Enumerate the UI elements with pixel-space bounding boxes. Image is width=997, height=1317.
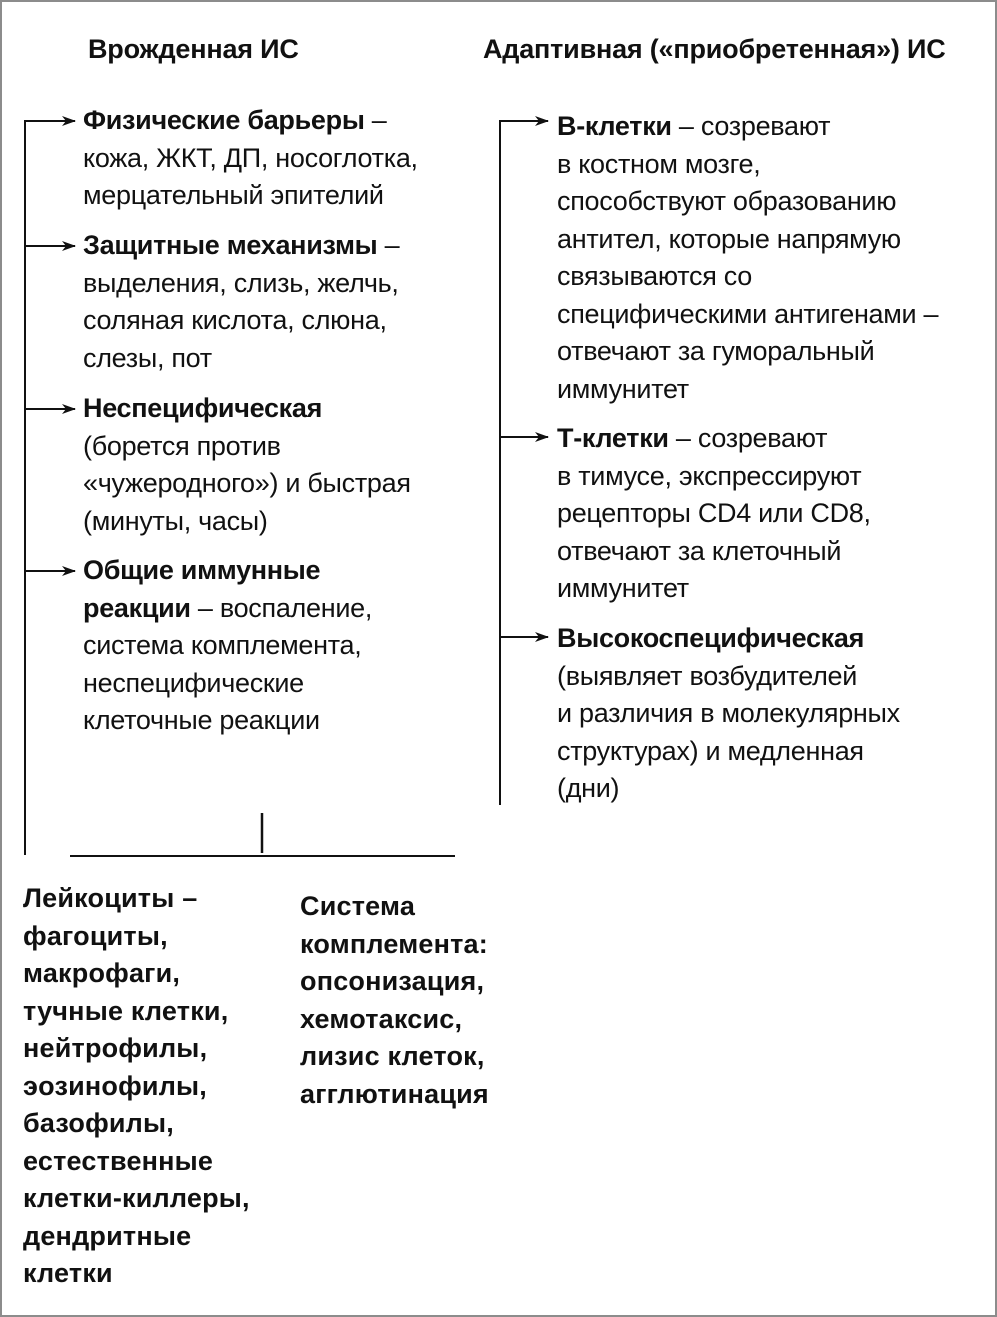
adaptive-heading: Адаптивная («приобретенная») ИС bbox=[483, 34, 946, 64]
item-text: кожа, ЖКТ, ДП, носоглотка, bbox=[83, 142, 418, 173]
block-text: комплемента: bbox=[300, 928, 488, 959]
item-title: Т-клетки bbox=[557, 423, 669, 453]
block-text: лизис клеток, bbox=[300, 1041, 485, 1071]
item-text: неспецифические bbox=[83, 667, 304, 698]
item-text: слезы, пот bbox=[83, 342, 212, 373]
item-title: Физические барьеры bbox=[83, 105, 365, 135]
item-text: способствуют образованию bbox=[557, 186, 897, 216]
block-text: эозинофилы, bbox=[23, 1070, 208, 1101]
innate-item-physical-barriers bbox=[83, 102, 418, 215]
item-text: отвечают за гуморальный bbox=[557, 336, 875, 366]
block-text: дендритные bbox=[23, 1220, 192, 1251]
item-text: (выявляет возбудителей bbox=[557, 660, 858, 691]
block-text: фагоциты, bbox=[23, 920, 168, 951]
item-text: «чужеродного») и быстрая bbox=[83, 468, 411, 498]
block-text: Система bbox=[300, 891, 416, 921]
innate-item-general-reactions bbox=[83, 552, 372, 740]
block-text: агглютинация bbox=[300, 1078, 489, 1109]
item-title: реакции bbox=[83, 592, 191, 623]
block-text: нейтрофилы, bbox=[23, 1033, 208, 1063]
item-text: специфическими антигенами – bbox=[557, 298, 939, 329]
item-text: клеточные реакции bbox=[83, 705, 320, 735]
item-title: В-клетки bbox=[557, 111, 672, 141]
block-text: макрофаги, bbox=[23, 958, 181, 988]
complement-system-block bbox=[300, 888, 489, 1113]
item-title: Общие иммунные bbox=[83, 555, 321, 585]
block-text: хемотаксис, bbox=[300, 1003, 463, 1034]
item-text: рецепторы CD4 или CD8, bbox=[557, 498, 871, 528]
item-text: отвечают за клеточный bbox=[557, 535, 842, 566]
adaptive-item-highly-specific bbox=[557, 620, 900, 808]
adaptive-item-b-cells bbox=[557, 108, 938, 408]
item-text: система комплемента, bbox=[83, 630, 362, 660]
item-title: Неспецифическая bbox=[83, 393, 323, 423]
innate-heading: Врожденная ИС bbox=[88, 34, 299, 64]
block-text: естественные bbox=[23, 1145, 214, 1176]
item-text: антител, которые напрямую bbox=[557, 223, 901, 254]
item-text: и различия в молекулярных bbox=[557, 698, 900, 728]
item-text: (минуты, часы) bbox=[83, 505, 268, 536]
adaptive-item-t-cells bbox=[557, 420, 871, 608]
item-text: (борется против bbox=[83, 430, 281, 461]
block-text: тучные клетки, bbox=[23, 995, 229, 1026]
block-text: Лейкоциты – bbox=[23, 883, 198, 913]
item-text: в костном мозге, bbox=[557, 148, 761, 179]
block-text: клетки-киллеры, bbox=[23, 1183, 250, 1213]
item-title: Высокоспецифическая bbox=[557, 623, 865, 653]
item-text: мерцательный эпителий bbox=[83, 180, 384, 210]
item-text: – bbox=[377, 230, 400, 260]
item-text: структурах) и медленная bbox=[557, 735, 864, 766]
item-text: – созревают bbox=[671, 111, 831, 141]
block-text: базофилы, bbox=[23, 1108, 174, 1138]
item-text: соляная кислота, слюна, bbox=[83, 305, 387, 335]
item-text: – воспаление, bbox=[190, 592, 373, 623]
item-text: – созревают bbox=[668, 423, 828, 453]
item-text: – bbox=[364, 105, 387, 135]
item-title: Защитные механизмы bbox=[83, 230, 378, 260]
block-text: опсонизация, bbox=[300, 966, 485, 996]
item-text: в тимусе, экспрессируют bbox=[557, 460, 862, 491]
item-text: связываются со bbox=[557, 261, 752, 291]
item-text: выделения, слизь, желчь, bbox=[83, 267, 399, 298]
item-text: (дни) bbox=[557, 773, 620, 803]
innate-item-nonspecific bbox=[83, 390, 411, 540]
item-text: иммунитет bbox=[557, 373, 689, 404]
block-text: клетки bbox=[23, 1258, 113, 1288]
item-text: иммунитет bbox=[557, 573, 689, 603]
innate-item-protective-mechanisms bbox=[83, 227, 399, 377]
leukocytes-block bbox=[23, 880, 250, 1293]
